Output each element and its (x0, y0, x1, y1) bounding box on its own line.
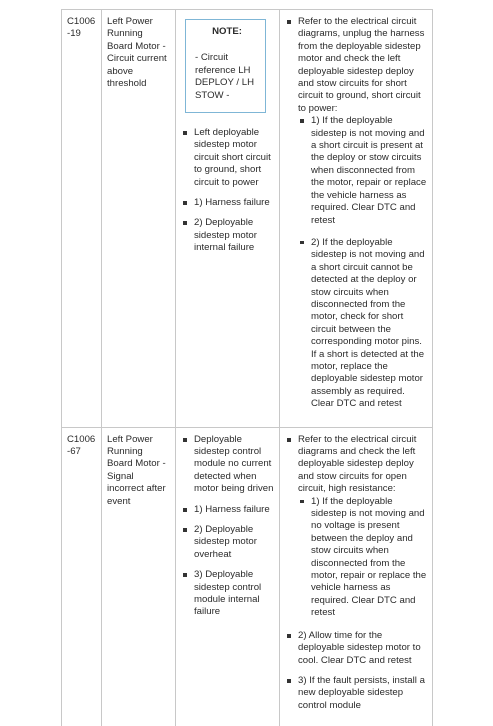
note-text: - Circuit reference LH DEPLOY / LH STOW - (195, 52, 255, 101)
list-item (285, 16, 427, 411)
note-title: NOTE: (212, 26, 242, 37)
action-intro: Refer to the electrical circuit diagrams, unplug the harness from the deployable sidestep motor and check the left deployable sidestep deploy and stow circuits for short circuit to ground, short circuit to power: (298, 16, 425, 114)
possible-causes-cell (176, 427, 280, 726)
actions-list (285, 16, 427, 411)
actions-cell (280, 427, 433, 726)
causes-list (181, 434, 274, 619)
list-item: 2) Allow time for the deployable sidestep motor to cool. Clear DTC and retest (285, 630, 427, 667)
actions-cell (280, 10, 433, 428)
sub-actions-list (298, 115, 427, 410)
list-item: 1) If the deployable sidestep is not moving and a short circuit is present at the deploy or stow circuits when disconnected from the motor, repair or replace the vehicle harness as required. Clear DTC and retest (298, 115, 427, 227)
list-item: 1) If the deployable sidestep is not moving and no voltage is present between the deploy and stow circuits when disconnected from the motor, repair or replace the vehicle harness as required. Clear DTC and retest (298, 496, 427, 620)
list-item: Deployable sidestep control module no current detected when motor being driven (181, 434, 274, 496)
table-row (62, 427, 433, 726)
dtc-code: C1006-67 (62, 427, 102, 726)
list-item: 3) If the fault persists, install a new deployable sidestep control module (285, 675, 427, 712)
dtc-code: C1006-19 (62, 10, 102, 428)
list-item: 2) Deployable sidestep motor internal failure (181, 217, 274, 254)
list-item: 2) If the deployable sidestep is not moving and a short circuit cannot be detected at the deploy or stow circuits when disconnected from the motor, check for short circuit between the corresponding motor pins. If a short is detected at the motor, replace the deployable sidestep motor assembly as required. Clear DTC and retest (298, 237, 427, 411)
dtc-description: Left Power Running Board Motor - Circuit current above threshold (102, 10, 176, 428)
list-item: 1) Harness failure (181, 197, 274, 209)
list-item: 3) Deployable sidestep control module internal failure (181, 569, 274, 619)
causes-list (181, 127, 274, 255)
list-item: 2) Deployable sidestep motor overheat (181, 524, 274, 561)
dtc-table (61, 9, 433, 726)
list-item: 1) Harness failure (181, 504, 274, 516)
note-box (185, 19, 266, 113)
sub-actions-list (298, 496, 427, 620)
dtc-description: Left Power Running Board Motor - Signal incorrect after event (102, 427, 176, 726)
action-intro: Refer to the electrical circuit diagrams and check the left deployable sidestep deploy and stow circuits for open circuit, high resistance: (298, 433, 417, 495)
table-row (62, 10, 433, 428)
actions-list (285, 434, 427, 713)
list-item: Left deployable sidestep motor circuit short circuit to ground, short circuit to power (181, 127, 274, 189)
possible-causes-cell (176, 10, 280, 428)
list-item (285, 434, 427, 620)
